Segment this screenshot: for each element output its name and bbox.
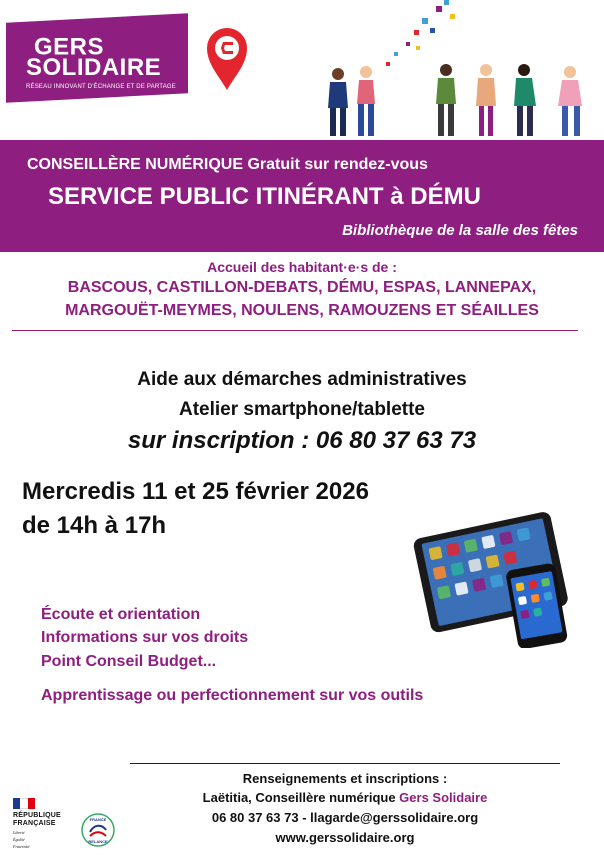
- rf-motto1: Liberté: [13, 830, 25, 835]
- service-item: Écoute et orientation: [41, 606, 201, 623]
- header-banner: [0, 140, 604, 252]
- atelier-text: Atelier smartphone/tablette: [179, 399, 425, 420]
- welcome-text: Accueil des habitant·e·s de :: [207, 259, 397, 275]
- footer-heading: Renseignements et inscriptions :: [242, 771, 448, 786]
- contact-org: Gers Solidaire: [399, 790, 488, 805]
- towns-line2: MARGOUËT-MEYMES, NOULENS, RAMOUZENS ET SÉAILLES: [65, 302, 539, 319]
- french-flag-icon: [13, 798, 35, 809]
- logo-line1: GERS: [34, 33, 105, 61]
- contact-name: Laëtitia, Conseillère numérique: [202, 790, 400, 805]
- republique-francaise-logo: [13, 798, 73, 849]
- people-illustration: [318, 0, 604, 140]
- logo-line2: SOLIDAIRE: [26, 54, 162, 82]
- rf-line2: FRANÇAISE: [13, 820, 56, 827]
- banner-title: SERVICE PUBLIC ITINÉRANT à DÉMU: [48, 183, 481, 210]
- footer-contact: [130, 790, 560, 805]
- schedule-dates: Mercredis 11 et 25 février 2026: [22, 478, 369, 505]
- rf-motto2: Égalité: [13, 837, 25, 842]
- inscription-text: sur inscription : 06 80 37 63 73: [127, 427, 477, 454]
- towns-line1: BASCOUS, CASTILLON-DEBATS, DÉMU, ESPAS, LANNEPAX,: [67, 279, 537, 296]
- relance-bottom: RELANCE: [88, 839, 108, 844]
- rf-line1: RÉPUBLIQUE: [13, 812, 61, 819]
- divider-bottom: [130, 763, 560, 764]
- footer-phone-email[interactable]: 06 80 37 63 73 - llagarde@gerssolidaire.org: [211, 810, 479, 825]
- banner-subtitle: Bibliothèque de la salle des fêtes: [342, 222, 578, 239]
- service-item: Point Conseil Budget...: [41, 653, 217, 670]
- schedule-hours: de 14h à 17h: [22, 512, 167, 539]
- map-pin-icon: [205, 26, 249, 92]
- logo-tagline: RÉSEAU INNOVANT D'ÉCHANGE ET DE PARTAGE: [26, 83, 176, 90]
- footer-website[interactable]: www.gerssolidaire.org: [275, 830, 415, 845]
- aide-text: Aide aux démarches administratives: [137, 369, 467, 390]
- relance-top: FRANCE: [89, 817, 107, 822]
- service-item: Informations sur vos droits: [41, 629, 249, 646]
- france-relance-logo: [80, 812, 116, 848]
- banner-line1: CONSEILLÈRE NUMÉRIQUE Gratuit sur rendez-vous: [27, 156, 428, 173]
- divider-top: [12, 330, 578, 331]
- service-item: Apprentissage ou perfectionnement sur vos outils: [41, 687, 424, 704]
- rf-motto3: Fraternité: [13, 844, 30, 849]
- tablet-smartphone-icon: [412, 508, 582, 648]
- gers-solidaire-logo: [6, 13, 188, 103]
